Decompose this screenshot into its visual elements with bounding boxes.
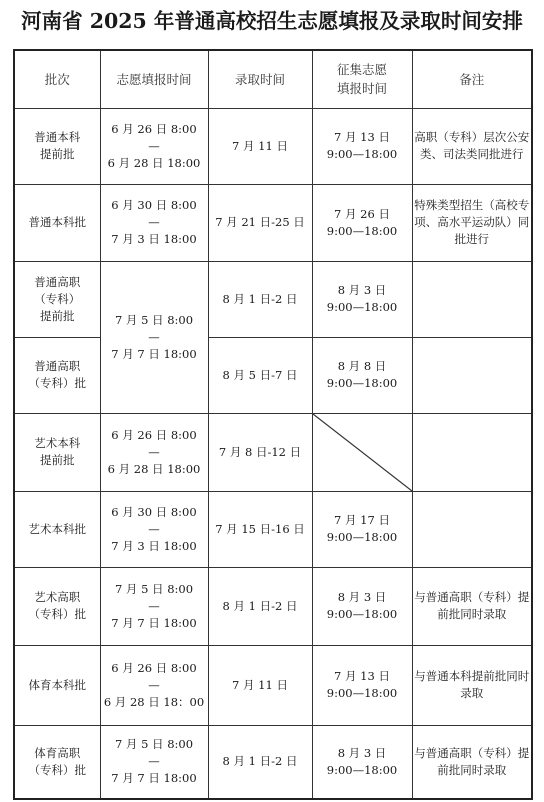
cell-beizhu: 与普通本科提前批同时录取 [412,645,532,725]
pici-line: 提前批 [40,308,75,323]
pici-line: 体育本科批 [28,677,86,692]
zhengji-time: 9:00—18:00 [326,530,398,544]
table-header-row [14,50,532,108]
schedule-table [13,49,533,800]
cell-luqu: 7 月 11 日 [208,645,312,725]
zhiyuan-end: 7 月 3 日 18:00 [111,538,197,553]
table-row [14,645,532,725]
zhiyuan-end: 7 月 7 日 18:00 [111,615,197,630]
zhengji-date: 8 月 3 日 [337,590,387,604]
cell-luqu: 8 月 5 日-7 日 [208,337,312,413]
pici-line: 普通高职 [34,359,81,373]
cell-zhengji-none [312,413,412,491]
zhiyuan-end: 7 月 7 日 18:00 [111,771,197,786]
zhiyuan-dash: — [148,598,160,613]
cell-beizhu [412,413,532,491]
zhiyuan-start: 7 月 5 日 8:00 [114,737,194,752]
pici-line: （专科） [34,291,81,306]
zhengji-date: 7 月 17 日 [334,513,390,527]
pici-line: 艺术本科批 [28,521,86,536]
cell-beizhu: 高职（专科）层次公安类、司法类同批进行 [412,108,532,184]
zhiyuan-dash: — [148,677,160,692]
cell-pici [14,725,100,799]
header-luqu-time: 录取时间 [208,50,312,108]
cell-luqu: 8 月 1 日-2 日 [208,567,312,645]
cell-luqu: 7 月 11 日 [208,108,312,184]
diagonal-slash [313,414,412,491]
pici-line: 普通高职 [34,274,81,289]
zhiyuan-start: 6 月 26 日 8:00 [111,121,197,136]
zhengji-date: 7 月 13 日 [334,669,390,683]
cell-beizhu [412,337,532,413]
cell-zhengji [312,184,412,261]
zhiyuan-end: 7 月 3 日 18:00 [111,232,197,246]
cell-beizhu: 与普通高职（专科）提前批同时录取 [412,725,532,799]
table-row [14,491,532,567]
pici-line: （专科）批 [28,762,86,777]
zhiyuan-end: 6 月 28 日 18:00 [107,155,201,170]
header-zhengji-line1: 征集志愿 [336,62,387,78]
pici-line: （专科）批 [28,607,86,621]
cell-zhengji [312,567,412,645]
zhengji-time: 9:00—18:00 [326,147,398,161]
pici-line: 艺术高职 [34,590,81,604]
cell-zhengji [312,108,412,184]
cell-zhiyuan [100,108,208,184]
zhiyuan-dash: — [148,215,160,229]
header-pici: 批次 [14,50,100,108]
cell-zhiyuan [100,491,208,567]
pici-line: 体育高职 [34,745,81,760]
zhengji-time: 9:00—18:00 [326,686,398,700]
cell-zhiyuan [100,261,208,413]
zhiyuan-dash: — [148,329,160,344]
table-row [14,261,532,337]
zhiyuan-start: 6 月 30 日 8:00 [111,504,197,519]
cell-zhengji [312,261,412,337]
table-row [14,725,532,799]
table-row [14,184,532,261]
cell-pici [14,108,100,184]
zhiyuan-dash: — [148,754,160,769]
cell-beizhu: 特殊类型招生（高校专项、高水平运动队）同批进行 [412,184,532,261]
table-row [14,108,532,184]
cell-zhiyuan [100,184,208,261]
header-beizhu: 备注 [412,50,532,108]
cell-luqu: 7 月 15 日-16 日 [208,491,312,567]
zhiyuan-end: 6 月 28 日 18:00 [107,461,201,476]
cell-zhiyuan [100,413,208,491]
cell-beizhu [412,491,532,567]
cell-luqu: 7 月 21 日-25 日 [208,184,312,261]
zhengji-time: 9:00—18:00 [326,607,398,621]
cell-zhengji [312,491,412,567]
zhiyuan-dash: — [148,444,160,459]
zhiyuan-start: 6 月 26 日 8:00 [111,660,197,675]
zhengji-date: 7 月 26 日 [334,206,390,221]
cell-pici [14,491,100,567]
cell-zhiyuan [100,567,208,645]
pici-line: 提前批 [40,453,75,467]
cell-zhiyuan [100,645,208,725]
header-zhengji-line2: 填报时间 [336,81,387,97]
cell-zhiyuan [100,725,208,799]
zhiyuan-end: 6 月 28 日 18：00 [103,694,205,709]
zhiyuan-start: 7 月 5 日 8:00 [114,312,194,327]
pici-line: （专科）批 [28,376,86,390]
zhengji-time: 9:00—18:00 [326,762,398,777]
zhiyuan-start: 6 月 26 日 8:00 [111,427,197,442]
pici-line: 艺术本科 [34,436,81,450]
zhengji-time: 9:00—18:00 [326,300,398,314]
zhiyuan-dash: — [148,521,160,536]
cell-pici [14,413,100,491]
table-row [14,337,532,413]
cell-zhengji [312,645,412,725]
zhiyuan-end: 7 月 7 日 18:00 [111,346,197,361]
cell-luqu: 8 月 1 日-2 日 [208,261,312,337]
cell-luqu: 7 月 8 日-12 日 [208,413,312,491]
cell-pici [14,184,100,261]
cell-pici [14,645,100,725]
cell-luqu: 8 月 1 日-2 日 [208,725,312,799]
header-zhiyuan-time: 志愿填报时间 [100,50,208,108]
zhengji-date: 8 月 3 日 [337,745,387,760]
cell-zhengji [312,337,412,413]
page-title: 河南省 2025 年普通高校招生志愿填报及录取时间安排 [21,9,523,33]
cell-zhengji [312,725,412,799]
zhengji-date: 8 月 8 日 [337,359,387,373]
header-zhengji-time [312,50,412,108]
zhiyuan-start: 7 月 5 日 8:00 [114,581,194,596]
zhiyuan-dash: — [148,138,160,153]
zhengji-date: 7 月 13 日 [334,130,390,144]
table-row [14,413,532,491]
cell-pici [14,261,100,337]
pici-line: 提前批 [40,147,75,161]
zhengji-time: 9:00—18:00 [326,376,398,390]
pici-line: 普通本科批 [28,215,86,229]
zhiyuan-start: 6 月 30 日 8:00 [111,198,197,212]
cell-pici [14,567,100,645]
zhengji-time: 9:00—18:00 [326,223,398,238]
pici-line: 普通本科 [34,130,81,144]
zhengji-date: 8 月 3 日 [337,283,387,297]
cell-beizhu: 与普通高职（专科）提前批同时录取 [412,567,532,645]
cell-pici [14,337,100,413]
cell-beizhu [412,261,532,337]
table-row [14,567,532,645]
